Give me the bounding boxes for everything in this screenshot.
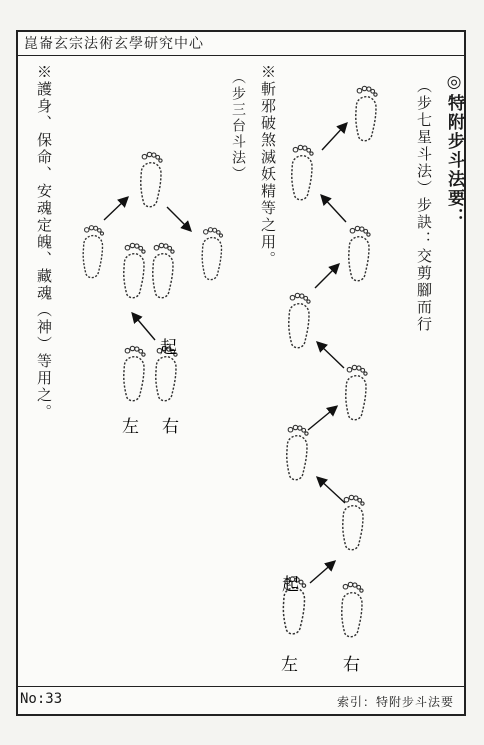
footprint: [346, 365, 367, 419]
footprint: [202, 228, 222, 280]
footprint-start-left: [124, 346, 145, 400]
seven-star-footprints: [283, 86, 377, 636]
footprint: [124, 243, 145, 297]
protection-note: ※護身、保命、安魂定魄、藏魂（神）等用之。: [35, 64, 53, 421]
page-number: No:33: [20, 691, 63, 707]
three-platform-note: ※斬邪破煞滅妖精等之用。: [259, 64, 277, 268]
seven-star-start-label: 起: [282, 575, 299, 595]
seven-star-method: （步七星斗法）步訣：交剪腳而行: [415, 78, 433, 333]
seven-star-right-label: 右: [343, 655, 360, 675]
footprint-start-right: [342, 582, 363, 636]
footprint: [287, 425, 308, 479]
footprint: [349, 226, 370, 280]
footprint: [292, 145, 313, 199]
three-platform-arrows: [104, 198, 190, 340]
three-platform-method: （步三台斗法）: [230, 70, 246, 182]
footprint: [83, 226, 103, 278]
seven-star-left-label: 左: [281, 655, 298, 675]
index-label: 索引：特附步斗法要: [336, 695, 454, 709]
three-platform-left-label: 左: [122, 417, 139, 437]
three-platform-footprints: [83, 152, 222, 400]
three-platform-start-label: 起: [160, 338, 177, 358]
seven-star-arrows: [308, 124, 346, 583]
footprint: [153, 243, 174, 297]
section-title: ◎特附步斗法要：: [444, 72, 464, 227]
page-header: 崑崙玄宗法術玄學研究中心: [18, 32, 464, 56]
footprint: [289, 293, 310, 347]
footprint: [141, 152, 162, 206]
three-platform-right-label: 右: [162, 417, 179, 437]
footprint: [343, 495, 364, 549]
footprint: [356, 86, 377, 140]
